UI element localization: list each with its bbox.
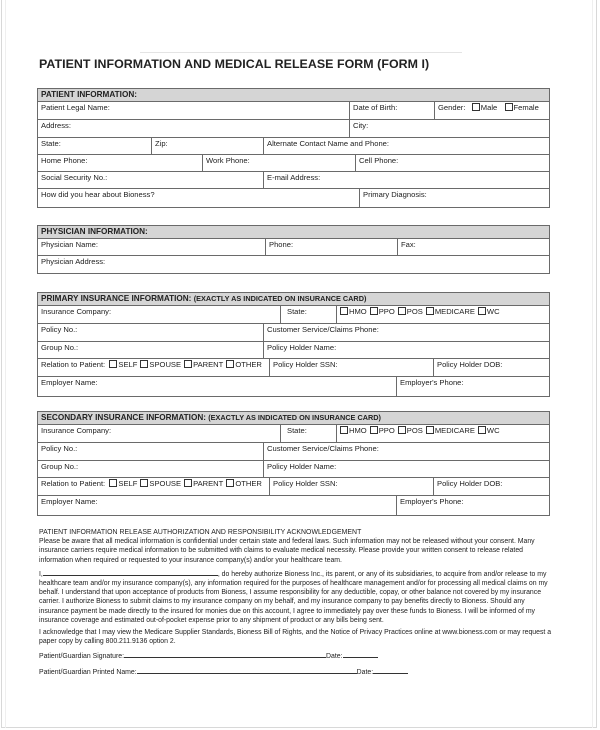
- checkbox-icon[interactable]: [140, 479, 148, 487]
- field-label: Policy No.:: [41, 444, 78, 453]
- relation-to-patient-field: [38, 359, 269, 376]
- authorization-block: [39, 528, 554, 646]
- relation-spouse-option[interactable]: [140, 479, 181, 488]
- employer-phone-field[interactable]: [396, 377, 549, 396]
- checkbox-icon[interactable]: [109, 360, 117, 368]
- checkbox-icon[interactable]: [398, 307, 406, 315]
- form-title: PATIENT INFORMATION AND MEDICAL RELEASE FORM (FORM I): [39, 57, 430, 71]
- signature-field[interactable]: [124, 650, 326, 658]
- employer-name-field[interactable]: [38, 377, 396, 396]
- field-label: Relation to Patient:: [41, 360, 106, 369]
- checkbox-icon[interactable]: [226, 360, 234, 368]
- plan-medicare-option[interactable]: [426, 307, 475, 316]
- field-label: Policy Holder DOB:: [437, 479, 503, 488]
- form-row: [38, 443, 549, 461]
- option-label: SPOUSE: [149, 360, 182, 369]
- field-label: Insurance Company:: [41, 426, 112, 435]
- option-label: PARENT: [193, 479, 224, 488]
- option-label: Female: [513, 103, 539, 112]
- form-row: [38, 102, 549, 120]
- policy-holder-dob-field[interactable]: [433, 478, 549, 495]
- option-label: WC: [486, 426, 500, 435]
- field-label: Cell Phone:: [359, 156, 399, 165]
- form-row: [38, 189, 549, 207]
- checkbox-icon[interactable]: [505, 103, 513, 111]
- physician-phone-field[interactable]: [265, 239, 397, 255]
- field-label: Alternate Contact Name and Phone:: [267, 139, 389, 148]
- option-label: SELF: [118, 360, 138, 369]
- address-field[interactable]: [38, 120, 349, 137]
- gender-male-option[interactable]: [472, 103, 497, 112]
- relation-spouse-option[interactable]: [140, 360, 181, 369]
- authorization-paragraph-2: [39, 568, 554, 625]
- checkbox-icon[interactable]: [472, 103, 480, 111]
- section-header-note: (EXACTLY AS INDICATED ON INSURANCE CARD): [208, 413, 381, 422]
- form-row: [38, 461, 549, 478]
- signature-date-field[interactable]: [343, 650, 378, 658]
- authorization-paragraph-3: I acknowledge that I may view the Medicare Supplier Standards, Bioness Bill of Rights, and the Notice of Privacy Practices online at www.bioness.com or may request a paper copy by calling 800.211.9136 option 2.: [39, 629, 552, 646]
- plan-hmo-option[interactable]: [340, 307, 367, 316]
- relation-parent-option[interactable]: [184, 479, 223, 488]
- option-label: PPO: [378, 426, 395, 435]
- option-label: POS: [406, 307, 423, 316]
- option-label: SPOUSE: [149, 479, 182, 488]
- referral-source-field[interactable]: [38, 189, 359, 207]
- field-label: City:: [353, 121, 369, 130]
- field-label: Employer's Phone:: [400, 378, 464, 387]
- policy-holder-name-field[interactable]: [263, 342, 549, 358]
- checkbox-icon[interactable]: [109, 479, 117, 487]
- form-row: [38, 324, 549, 342]
- field-label: Gender:: [438, 103, 466, 112]
- printed-name-line: [39, 666, 408, 676]
- signature-line: [39, 650, 378, 660]
- field-label: Employer Name:: [41, 378, 98, 387]
- printed-name-date-field[interactable]: [373, 666, 408, 674]
- field-label: Policy Holder Name:: [267, 343, 337, 352]
- form-row: [38, 425, 549, 443]
- form-row: [38, 120, 549, 138]
- checkbox-icon[interactable]: [140, 360, 148, 368]
- field-label: Phone:: [269, 240, 294, 249]
- policy-number-field[interactable]: [38, 443, 263, 460]
- group-number-field[interactable]: [38, 342, 263, 358]
- insurance-state-field[interactable]: [280, 306, 336, 323]
- claims-phone-field[interactable]: [263, 443, 549, 460]
- date-label: Date:: [356, 669, 374, 676]
- para-body: , do hereby authorize Bioness Inc., its parent, or any of its subsidiaries, to acquire from and/or release to my healthcare team and/or my insurance company(s), any information required for the purposes of healthcare management and/or for processing all medical claims on my behalf. I understand that upon acceptance of products from Bioness, I assume responsibility for any deductible, copay, or other balance not covered by my insurance carrier. I authorize Bioness to submit claims to my insurance company on my behalf, and my insurance company to pay benefits directly to Bioness. Should any insurance payment be made directly to the insured for monies due on this account, I agree to immediately pay over these funds to Bioness. I will be informed of my insurance coverage and estimated out-of-pocket expense prior to any shipment of product or any bills being sent.: [39, 570, 548, 624]
- option-label: OTHER: [235, 479, 262, 488]
- checkbox-icon[interactable]: [478, 426, 486, 434]
- primary-insurance-section: [37, 292, 550, 397]
- option-label: SELF: [118, 479, 138, 488]
- field-label: Employer's Phone:: [400, 497, 464, 506]
- home-phone-field[interactable]: [38, 155, 202, 171]
- form-row: [38, 256, 549, 273]
- work-phone-field[interactable]: [202, 155, 355, 171]
- plan-ppo-option[interactable]: [370, 307, 395, 316]
- cell-phone-field[interactable]: [355, 155, 549, 171]
- secondary-insurance-section: [37, 411, 550, 516]
- form-row: [38, 155, 549, 172]
- top-rule: [140, 52, 462, 53]
- printed-name-field[interactable]: [137, 666, 357, 674]
- field-label: Primary Diagnosis:: [363, 190, 427, 199]
- field-label: Social Security No.:: [41, 173, 108, 182]
- primary-diagnosis-field[interactable]: [359, 189, 549, 207]
- field-label: Address:: [41, 121, 71, 130]
- relation-to-patient-field: [38, 478, 269, 495]
- relation-parent-option[interactable]: [184, 360, 223, 369]
- physician-address-field[interactable]: [38, 256, 549, 273]
- printed-name-label: Patient/Guardian Printed Name:: [39, 669, 137, 676]
- plan-wc-option[interactable]: [478, 426, 500, 435]
- relation-self-option[interactable]: [109, 479, 137, 488]
- city-field[interactable]: [349, 120, 549, 137]
- option-label: POS: [406, 426, 423, 435]
- field-label: Group No.:: [41, 343, 79, 352]
- field-label: How did you hear about Bioness?: [41, 190, 155, 199]
- plan-hmo-option[interactable]: [340, 426, 367, 435]
- plan-ppo-option[interactable]: [370, 426, 395, 435]
- section-header-title: SECONDARY INSURANCE INFORMATION:: [41, 413, 206, 422]
- checkbox-icon[interactable]: [184, 479, 192, 487]
- patient-name-blank[interactable]: [43, 568, 218, 576]
- checkbox-icon[interactable]: [184, 360, 192, 368]
- field-label: Physician Name:: [41, 240, 98, 249]
- policy-holder-ssn-field[interactable]: [269, 478, 433, 495]
- section-header: PATIENT INFORMATION:: [38, 89, 549, 102]
- field-label: State:: [41, 139, 61, 148]
- field-label: Employer Name:: [41, 497, 98, 506]
- field-label: State:: [287, 307, 307, 316]
- social-security-field[interactable]: [38, 172, 263, 188]
- group-number-field[interactable]: [38, 461, 263, 477]
- option-label: MEDICARE: [434, 426, 475, 435]
- email-address-field[interactable]: [263, 172, 549, 188]
- patient-information-section: [37, 88, 550, 208]
- field-label: Relation to Patient:: [41, 479, 106, 488]
- plan-wc-option[interactable]: [478, 307, 500, 316]
- option-label: Male: [480, 103, 498, 112]
- field-label: Date of Birth:: [353, 103, 398, 112]
- option-label: MEDICARE: [434, 307, 475, 316]
- section-header-note: (EXACTLY AS INDICATED ON INSURANCE CARD): [193, 294, 367, 303]
- field-label: Insurance Company:: [41, 307, 112, 316]
- physician-information-section: [37, 225, 550, 274]
- checkbox-icon[interactable]: [370, 426, 378, 434]
- plan-pos-option[interactable]: [398, 426, 423, 435]
- field-label: State:: [287, 426, 307, 435]
- option-label: PARENT: [193, 360, 224, 369]
- plan-type-options: [336, 306, 549, 323]
- authorization-paragraph-1: Please be aware that all medical information is confidential under certain state and federal laws. Such information may not be released without your consent. Many insurance carriers require medical information to be submitted with claims to evaluate medical necessity. Please provide your written consent to release related information when required or requested to your insurance company(s) and/or your healthcare team.: [39, 538, 535, 564]
- insurance-company-field[interactable]: [38, 306, 280, 323]
- zip-field[interactable]: [151, 138, 263, 154]
- state-field[interactable]: [38, 138, 151, 154]
- policy-holder-name-field[interactable]: [263, 461, 549, 477]
- form-row: [38, 138, 549, 155]
- form-row: [38, 496, 549, 515]
- field-label: Policy Holder Name:: [267, 462, 337, 471]
- checkbox-icon[interactable]: [340, 426, 348, 434]
- physician-fax-field[interactable]: [397, 239, 549, 255]
- checkbox-icon[interactable]: [478, 307, 486, 315]
- checkbox-icon[interactable]: [370, 307, 378, 315]
- field-label: Work Phone:: [206, 156, 250, 165]
- form-row: [38, 377, 549, 396]
- date-label: Date:: [326, 653, 343, 660]
- checkbox-icon[interactable]: [426, 426, 434, 434]
- checkbox-icon[interactable]: [426, 307, 434, 315]
- plan-medicare-option[interactable]: [426, 426, 475, 435]
- section-header: [38, 412, 549, 425]
- date-of-birth-field[interactable]: [349, 102, 434, 119]
- field-label: Home Phone:: [41, 156, 88, 165]
- section-header: [38, 293, 549, 306]
- employer-phone-field[interactable]: [396, 496, 549, 515]
- form-row: [38, 306, 549, 324]
- form-row: [38, 342, 549, 359]
- policy-number-field[interactable]: [38, 324, 263, 341]
- insurance-company-field[interactable]: [38, 425, 280, 442]
- field-label: Physician Address:: [41, 257, 106, 266]
- form-row: [38, 172, 549, 189]
- relation-other-option[interactable]: [226, 360, 262, 369]
- form-row: [38, 239, 549, 256]
- checkbox-icon[interactable]: [340, 307, 348, 315]
- option-label: OTHER: [235, 360, 262, 369]
- gender-female-option[interactable]: [505, 103, 539, 112]
- form-row: [38, 359, 549, 377]
- policy-holder-ssn-field[interactable]: [269, 359, 433, 376]
- gender-field: [434, 102, 549, 119]
- relation-other-option[interactable]: [226, 479, 262, 488]
- option-label: HMO: [349, 426, 367, 435]
- authorization-title: PATIENT INFORMATION RELEASE AUTHORIZATION AND RESPONSIBILITY ACKNOWLEDGEMENT: [39, 529, 362, 536]
- field-label: Fax:: [401, 240, 416, 249]
- employer-name-field[interactable]: [38, 496, 396, 515]
- para-prefix: I,: [39, 570, 43, 578]
- section-header-title: PRIMARY INSURANCE INFORMATION:: [41, 294, 192, 303]
- insurance-state-field[interactable]: [280, 425, 336, 442]
- field-label: Patient Legal Name:: [41, 103, 110, 112]
- field-label: Policy Holder DOB:: [437, 360, 503, 369]
- policy-holder-dob-field[interactable]: [433, 359, 549, 376]
- claims-phone-field[interactable]: [263, 324, 549, 341]
- field-label: Policy Holder SSN:: [273, 479, 338, 488]
- option-label: PPO: [378, 307, 395, 316]
- section-header: PHYSICIAN INFORMATION:: [38, 226, 549, 239]
- field-label: Zip:: [155, 139, 168, 148]
- physician-name-field[interactable]: [38, 239, 265, 255]
- plan-pos-option[interactable]: [398, 307, 423, 316]
- option-label: HMO: [349, 307, 367, 316]
- field-label: Group No.:: [41, 462, 79, 471]
- option-label: WC: [486, 307, 500, 316]
- field-label: Customer Service/Claims Phone:: [267, 325, 379, 334]
- checkbox-icon[interactable]: [226, 479, 234, 487]
- plan-type-options: [336, 425, 549, 442]
- signature-label: Patient/Guardian Signature:: [39, 653, 125, 660]
- field-label: Policy No.:: [41, 325, 78, 334]
- patient-legal-name-field[interactable]: [38, 102, 349, 119]
- form-row: [38, 478, 549, 496]
- relation-self-option[interactable]: [109, 360, 137, 369]
- checkbox-icon[interactable]: [398, 426, 406, 434]
- field-label: Customer Service/Claims Phone:: [267, 444, 379, 453]
- field-label: Policy Holder SSN:: [273, 360, 338, 369]
- field-label: E-mail Address:: [267, 173, 321, 182]
- alternate-contact-field[interactable]: [263, 138, 549, 154]
